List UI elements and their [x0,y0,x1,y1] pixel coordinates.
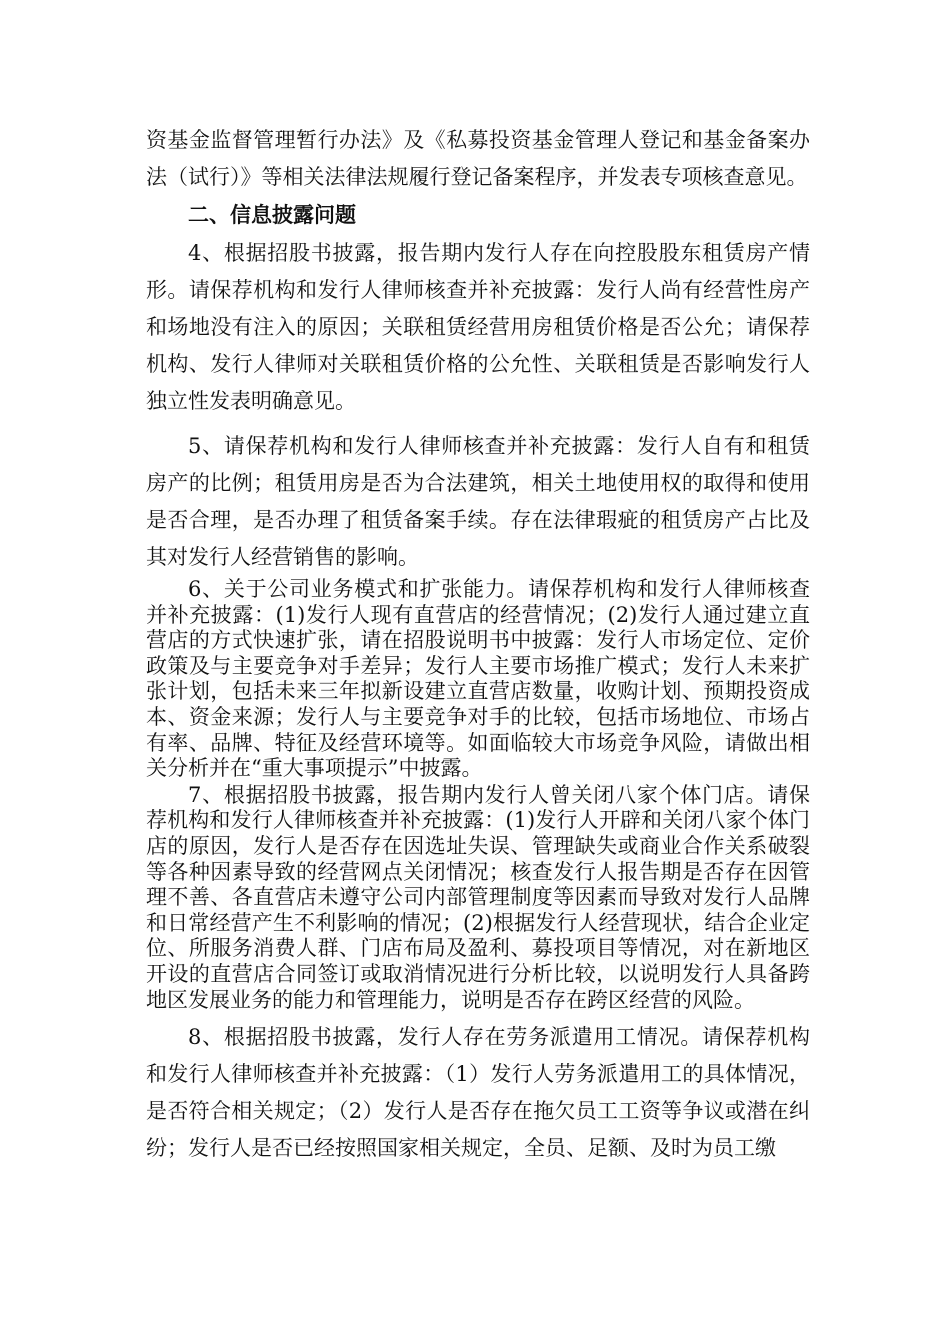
section-heading: 二、信息披露问题 [188,203,356,227]
paragraph-item-8: 8、根据招股书披露，发行人存在劳务派遣用工情况。请保荐机构和发行人律师核查并补充披露：（1）发行人劳务派遣用工的具体情况，是否符合相关规定；（2）发行人是否存在拖欠员工工资等争议或潜在纠纷；发行人是否已经按照国家相关规定，全员、足额、及时为员工缴 [146,1025,810,1161]
paragraph-item-7: 7、根据招股书披露，报告期内发行人曾关闭八家个体门店。请保荐机构和发行人律师核查并补充披露：(1)发行人开辟和关闭八家个体门店的原因，发行人是否存在因选址失误、管理缺失或商业合作关系破裂等各种因素导致的经营网点关闭情况；核查发行人报告期是否存在因管理不善、各直营店未遵守公司内部管理制度等因素而导致对发行人品牌和日常经营产生不利影响的情况；(2)根据发行人经营现状，结合企业定位、所服务消费人群、门店布局及盈利、募投项目等情况，对在新地区开设的直营店合同签订或取消情况进行分析比较，以说明发行人具备跨地区发展业务的能力和管理能力，说明是否存在跨区经营的风险。 [146,782,810,1012]
paragraph-item-5: 5、请保荐机构和发行人律师核查并补充披露：发行人自有和租赁房产的比例；租赁用房是否为合法建筑，相关土地使用权的取得和使用是否合理，是否办理了租赁备案手续。存在法律瑕疵的租赁房产占比及其对发行人经营销售的影响。 [146,434,810,569]
document-body [146,122,810,1167]
paragraph-continuation: 资基金监督管理暂行办法》及《私募投资基金管理人登记和基金备案办法（试行）》等相关法律法规履行登记备案程序，并发表专项核查意见。 [146,128,810,189]
paragraph-item-6: 6、关于公司业务模式和扩张能力。请保荐机构和发行人律师核查并补充披露：(1)发行人现有直营店的经营情况；(2)发行人通过建立直营店的方式快速扩张，请在招股说明书中披露：发行人市场定位、定价政策及与主要竞争对手差异；发行人主要市场推广模式；发行人未来扩张计划，包括未来三年拟新设建立直营店数量，收购计划、预期投资成本、资金来源；发行人与主要竞争对手的比较，包括市场地位、市场占有率、品牌、特征及经营环境等。如面临较大市场竞争风险，请做出相关分析并在“重大事项提示”中披露。 [146,577,810,781]
paragraph-item-4: 4、根据招股书披露，报告期内发行人存在向控股股东租赁房产情形。请保荐机构和发行人律师核查并补充披露：发行人尚有经营性房产和场地没有注入的原因；关联租赁经营用房租赁价格是否公允；请保荐机构、发行人律师对关联租赁价格的公允性、关联租赁是否影响发行人独立性发表明确意见。 [146,241,810,413]
